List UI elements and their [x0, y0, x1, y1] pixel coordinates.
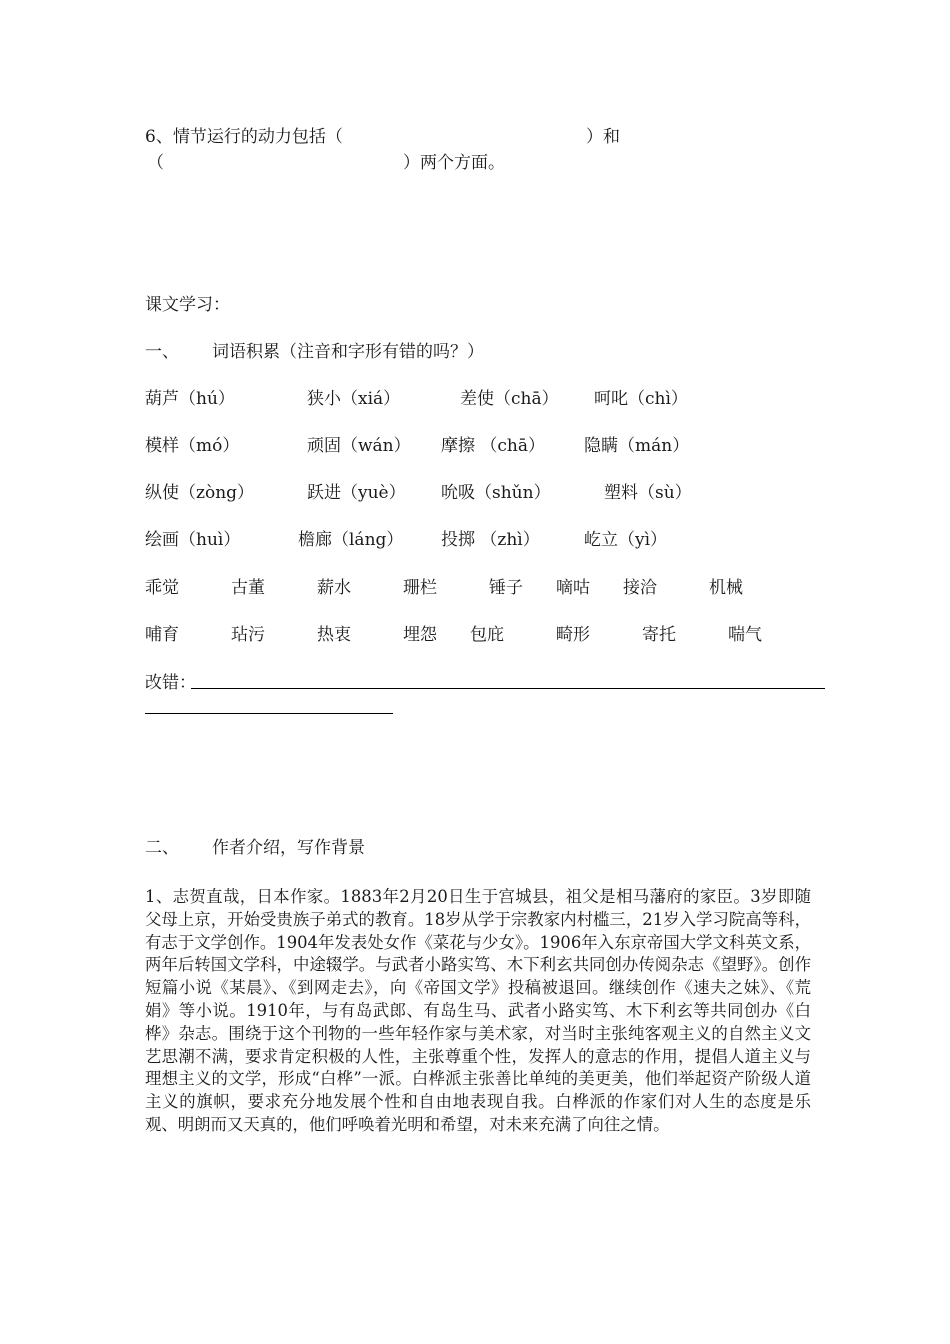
vocab-word: 珊栏: [403, 578, 437, 598]
vocab-item: 屹立（yì）: [584, 530, 668, 550]
vocab-item: 呵叱（chì）: [594, 389, 688, 409]
correction-label: 改错：: [145, 673, 196, 693]
vocab-item: 狭小（xiá）: [307, 389, 401, 409]
vocab-word: 喘气: [728, 625, 762, 645]
vocab-word: 畸形: [556, 625, 590, 645]
question-6-prefix: 6、情节运行的动力包括（: [145, 127, 343, 147]
vocab-word: 热衷: [317, 625, 351, 645]
correction-answer-line-2: [145, 713, 393, 714]
question-6-open-paren: （: [147, 153, 164, 173]
vocab-item: 模样（mó）: [145, 436, 240, 456]
vocab-word: 机械: [709, 578, 743, 598]
vocab-word: 接洽: [623, 578, 657, 598]
vocab-word: 薪水: [317, 578, 351, 598]
vocab-item: 摩擦 （chā）: [441, 436, 546, 456]
vocab-item: 塑料（sù）: [604, 483, 692, 503]
vocab-item: 吮吸（shǔn）: [441, 483, 551, 503]
correction-answer-line: [191, 688, 825, 689]
vocab-item: 投掷 （zhì）: [441, 530, 540, 550]
question-6-and: ）和: [586, 127, 620, 147]
vocab-word: 寄托: [642, 625, 676, 645]
vocab-word: 锤子: [489, 578, 523, 598]
vocab-item: 绘画（huì）: [145, 530, 241, 550]
vocab-item: 隐瞒（mán）: [584, 436, 690, 456]
vocab-word: 玷污: [231, 625, 265, 645]
vocab-item: 跃进（yuè）: [307, 483, 406, 503]
section-2-title: 作者介绍，写作背景: [212, 838, 365, 858]
section-1-number: 一、: [145, 342, 179, 362]
vocab-word: 乖觉: [145, 578, 179, 598]
section-2-number: 二、: [145, 838, 179, 858]
vocab-word: 嘀咕: [556, 578, 590, 598]
author-background-paragraph: 1、志贺直哉，日本作家。1883年2月20日生于宫城县，祖父是相马藩府的家臣。3岁即随父母上京，开始受贵族子弟式的教育。18岁从学于宗教家内村槛三，21岁入学习院高等科，有志于文学创作。1904年发表处女作《菜花与少女》。1906年入东京帝国大学文科英文系，两年后转国文学科，中途辍学。与武者小路实笃、木下利玄共同创办传阅杂志《望野》。创作短篇小说《某晨》、《到网走去》，向《帝国文学》投稿被退回。继续创作《速夫之妹》、《荒娟》等小说。1910年，与有岛武郎、有岛生马、武者小路实笃、木下利玄等共同创办《白桦》杂志。围绕于这个刊物的一些年轻作家与美术家，对当时主张纯客观主义的自然主义文艺思潮不满，要求肯定积极的人性，主张尊重个性，发挥人的意志的作用，提倡人道主义与理想主义的文学，形成“白桦”一派。白桦派主张善比单纯的美更美，他们举起资产阶级人道主义的旗帜，要求充分地发展个性和自由地表现自我。白桦派的作家们对人生的态度是乐观、明朗而又天真的，他们呼唤着光明和希望，对未来充满了向往之情。: [145, 887, 811, 1134]
vocab-item: 檐廊（láng）: [298, 530, 404, 550]
vocab-item: 顽固（wán）: [307, 436, 411, 456]
vocab-word: 哺育: [145, 625, 179, 645]
question-6-suffix: ）两个方面。: [403, 153, 505, 173]
vocab-item: 葫芦（hú）: [145, 389, 235, 409]
vocab-word: 包庇: [470, 625, 504, 645]
vocab-item: 差使（chā）: [460, 389, 559, 409]
vocab-word: 埋怨: [403, 625, 437, 645]
lesson-heading: 课文学习：: [145, 295, 230, 315]
vocab-item: 纵使（zòng）: [145, 483, 255, 503]
section-1-title: 词语积累（注音和字形有错的吗？）: [212, 342, 484, 362]
vocab-word: 古董: [231, 578, 265, 598]
